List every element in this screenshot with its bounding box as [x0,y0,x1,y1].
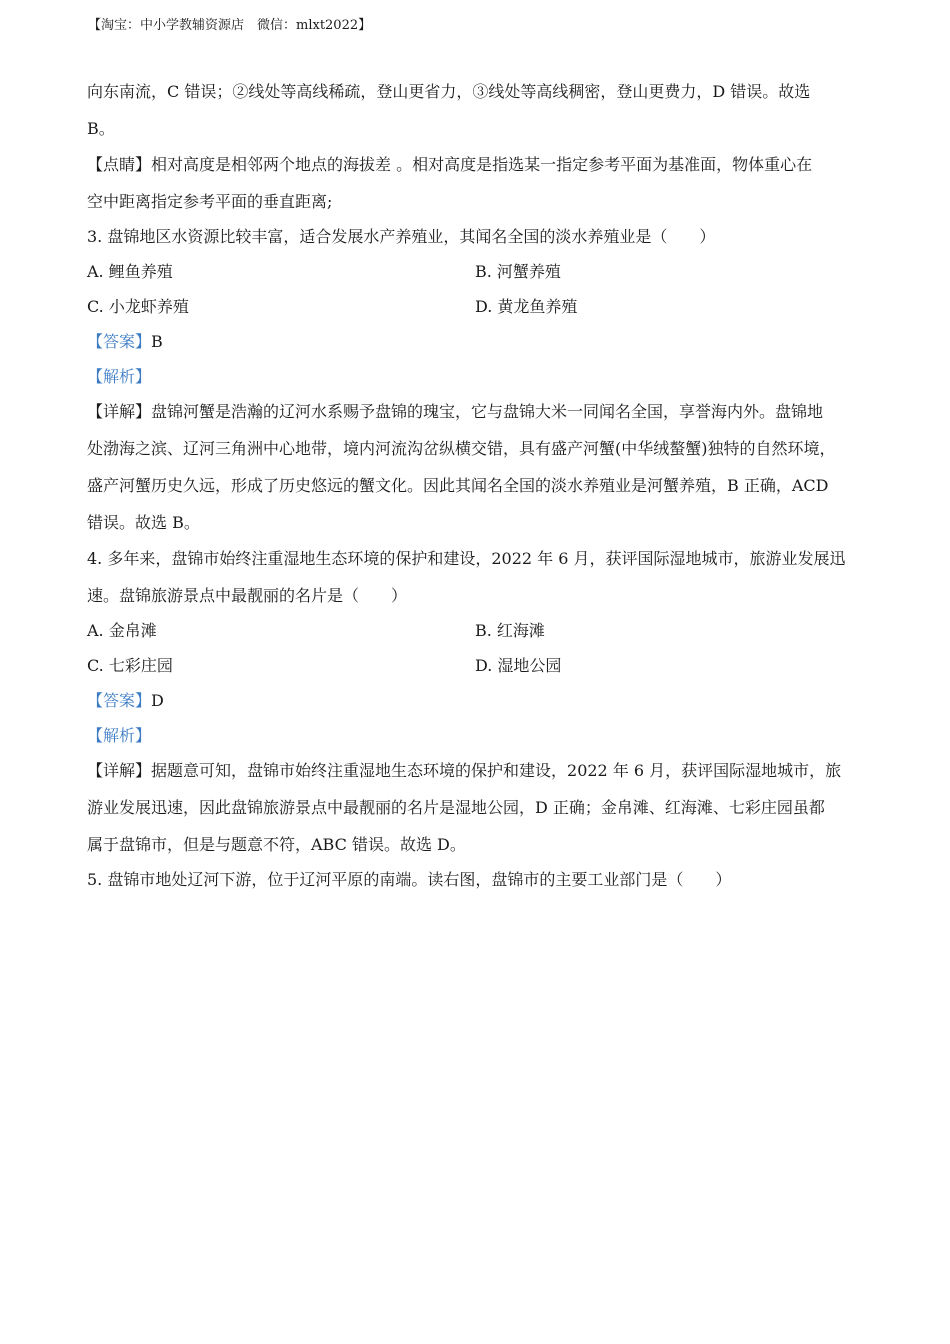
detail-tag: 【详解】 [87,761,152,780]
prev-analysis-line-1: 向东南流，C 错误；②线处等高线稀疏，登山更省力，③线处等高线稠密，登山更费力，D 错误。故选 [87,82,811,101]
q4-option-a: A. 金帛滩 [87,621,157,640]
q4-answer [87,691,164,711]
detail-text: 盘锦河蟹是浩瀚的辽河水系赐予盘锦的瑰宝，它与盘锦大米一同闻名全国，享誉海内外。盘锦地 [151,402,824,421]
detail-text: 据题意可知，盘锦市始终注重湿地生态环境的保护和建设，2022 年 6 月，获评国际湿地城市，旅 [151,761,842,780]
q3-detail-line-1 [87,402,823,422]
q4-detail-line-1 [87,761,841,781]
q3-stem: 3. 盘锦地区水资源比较丰富，适合发展水产养殖业，其闻名全国的淡水养殖业是（ ） [87,227,716,246]
tip-tag: 【点睛】 [87,155,152,174]
prev-tip-line-2: 空中距离指定参考平面的垂直距离; [87,192,333,211]
q4-detail-line-2: 游业发展迅速，因此盘锦旅游景点中最靓丽的名片是湿地公园，D 正确；金帛滩、红海滩、七彩庄园虽都 [87,798,825,817]
q3-detail-line-2: 处渤海之滨、辽河三角洲中心地带，境内河流沟岔纵横交错，具有盛产河蟹(中华绒螯蟹)独特的自然环境， [87,439,836,458]
watermark-header: 【淘宝：中小学教辅资源店 微信：mlxt2022】 [88,18,372,33]
q4-option-b: B. 红海滩 [475,621,545,640]
answer-tag: 【答案】 [87,691,152,710]
q3-option-c: C. 小龙虾养殖 [87,297,189,316]
q3-analysis-tag: 【解析】 [87,367,152,386]
prev-tip-line-1 [87,155,812,175]
answer-tag: 【答案】 [87,332,152,351]
detail-tag: 【详解】 [87,402,152,421]
answer-value: D [151,691,164,710]
q3-option-b: B. 河蟹养殖 [475,262,561,281]
q4-detail-line-3: 属于盘锦市，但是与题意不符，ABC 错误。故选 D。 [87,835,466,854]
q3-detail-line-4: 错误。故选 B。 [87,513,200,532]
q4-option-c: C. 七彩庄园 [87,656,173,675]
prev-analysis-line-2: B。 [87,119,115,138]
q4-stem-line-1: 4. 多年来，盘锦市始终注重湿地生态环境的保护和建设，2022 年 6 月，获评国际湿地城市，旅游业发展迅 [87,549,846,568]
q4-option-d: D. 湿地公园 [475,656,562,675]
tip-text: 相对高度是相邻两个地点的海拔差 。相对高度是指选某一指定参考平面为基准面，物体重心在 [151,155,813,174]
q4-stem-line-2: 速。盘锦旅游景点中最靓丽的名片是（ ） [87,586,408,605]
answer-value: B [151,332,163,351]
q4-analysis-tag: 【解析】 [87,726,152,745]
q3-option-a: A. 鲤鱼养殖 [87,262,173,281]
q3-option-d: D. 黄龙鱼养殖 [475,297,578,316]
q5-stem: 5. 盘锦市地处辽河下游，位于辽河平原的南端。读右图，盘锦市的主要工业部门是（ ） [87,870,732,889]
q3-answer [87,332,163,352]
q3-detail-line-3: 盛产河蟹历史久远，形成了历史悠远的蟹文化。因此其闻名全国的淡水养殖业是河蟹养殖，B 正确，ACD [87,476,829,495]
